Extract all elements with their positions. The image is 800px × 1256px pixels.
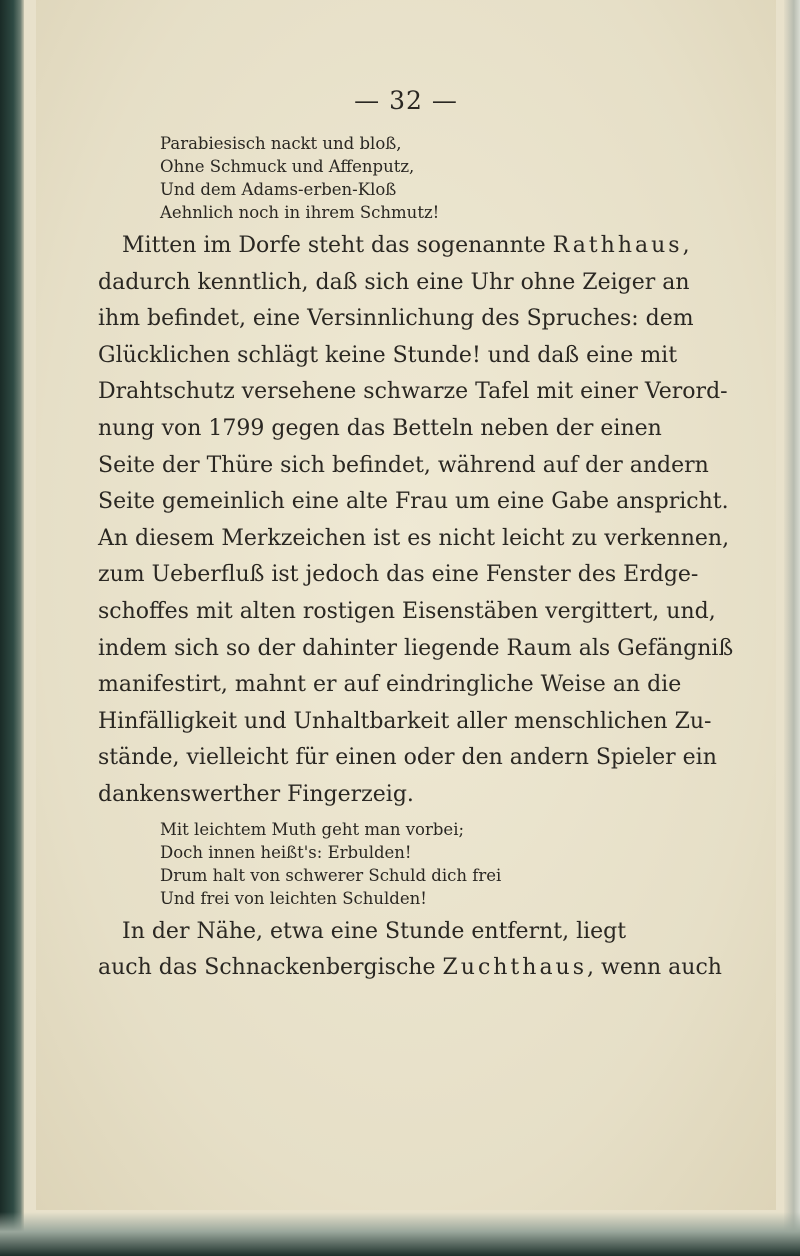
text-line: auch das Schnackenbergische Zuchthaus, wenn auch — [98, 955, 722, 981]
text-line: zum Ueberfluß ist jedoch das eine Fenster des Erdge- — [98, 562, 699, 588]
text-line: Seite gemeinlich eine alte Frau um eine Gabe anspricht. — [98, 489, 729, 515]
text-line: indem sich so der dahinter liegende Raum als Gefängniß — [98, 635, 734, 661]
verse-1 — [160, 132, 738, 224]
emphasized-word: Rathhaus — [552, 233, 683, 258]
text-line: Hinfälligkeit und Unhaltbarkeit aller menschlichen Zu- — [98, 708, 712, 734]
text-line: An diesem Merkzeichen ist es nicht leicht zu verkennen, — [98, 525, 730, 551]
text-line: Mitten im Dorfe steht das sogenannte Rathhaus, — [122, 233, 690, 258]
verse-line: Parabiesisch nackt und bloß, — [160, 134, 402, 153]
text-line: manifestirt, mahnt er auf eindringliche Weise an die — [98, 672, 682, 698]
verse-line: Ohne Schmuck und Affenputz, — [160, 157, 415, 176]
emphasized-word: Zuchthaus — [442, 955, 588, 981]
page-number: — 32 — — [354, 86, 458, 115]
scan-edge-bottom — [0, 1212, 800, 1256]
paragraph-1 — [98, 228, 738, 814]
text-line: ihm befindet, eine Versinnlichung des Spruches: dem — [98, 306, 694, 332]
paragraph-2 — [98, 914, 738, 987]
text-line: Drahtschutz versehene schwarze Tafel mit einer Verord- — [98, 379, 728, 405]
text-line: dankenswerther Fingerzeig. — [98, 781, 414, 807]
verse-line: Doch innen heißt's: Erbulden! — [160, 842, 412, 862]
text-line: nung von 1799 gegen das Betteln neben der einen — [98, 415, 662, 441]
scan-edge-left — [0, 0, 24, 1256]
scan-edge-right — [784, 0, 800, 1256]
text-line: dadurch kenntlich, daß sich eine Uhr ohne Zeiger an — [98, 269, 690, 295]
verse-line: Und dem Adams-erben-Kloß — [160, 180, 397, 199]
verse-line: Drum halt von schwerer Schuld dich frei — [160, 865, 502, 885]
verse-line: Und frei von leichten Schulden! — [160, 888, 427, 908]
book-page — [36, 0, 776, 1210]
text-line: In der Nähe, etwa eine Stunde entfernt, liegt — [122, 918, 627, 944]
text-line: stände, vielleicht für einen oder den andern Spieler ein — [98, 745, 717, 771]
verse-2 — [160, 818, 738, 910]
verse-line: Mit leichtem Muth geht man vorbei; — [160, 819, 465, 839]
page-body — [98, 132, 738, 987]
text-line: Seite der Thüre sich befindet, während auf der andern — [98, 452, 709, 478]
text-line: schoffes mit alten rostigen Eisenstäben vergittert, und, — [98, 598, 716, 624]
verse-line: Aehnlich noch in ihrem Schmutz! — [160, 203, 440, 222]
text-line: Glücklichen schlägt keine Stunde! und daß eine mit — [98, 342, 678, 368]
